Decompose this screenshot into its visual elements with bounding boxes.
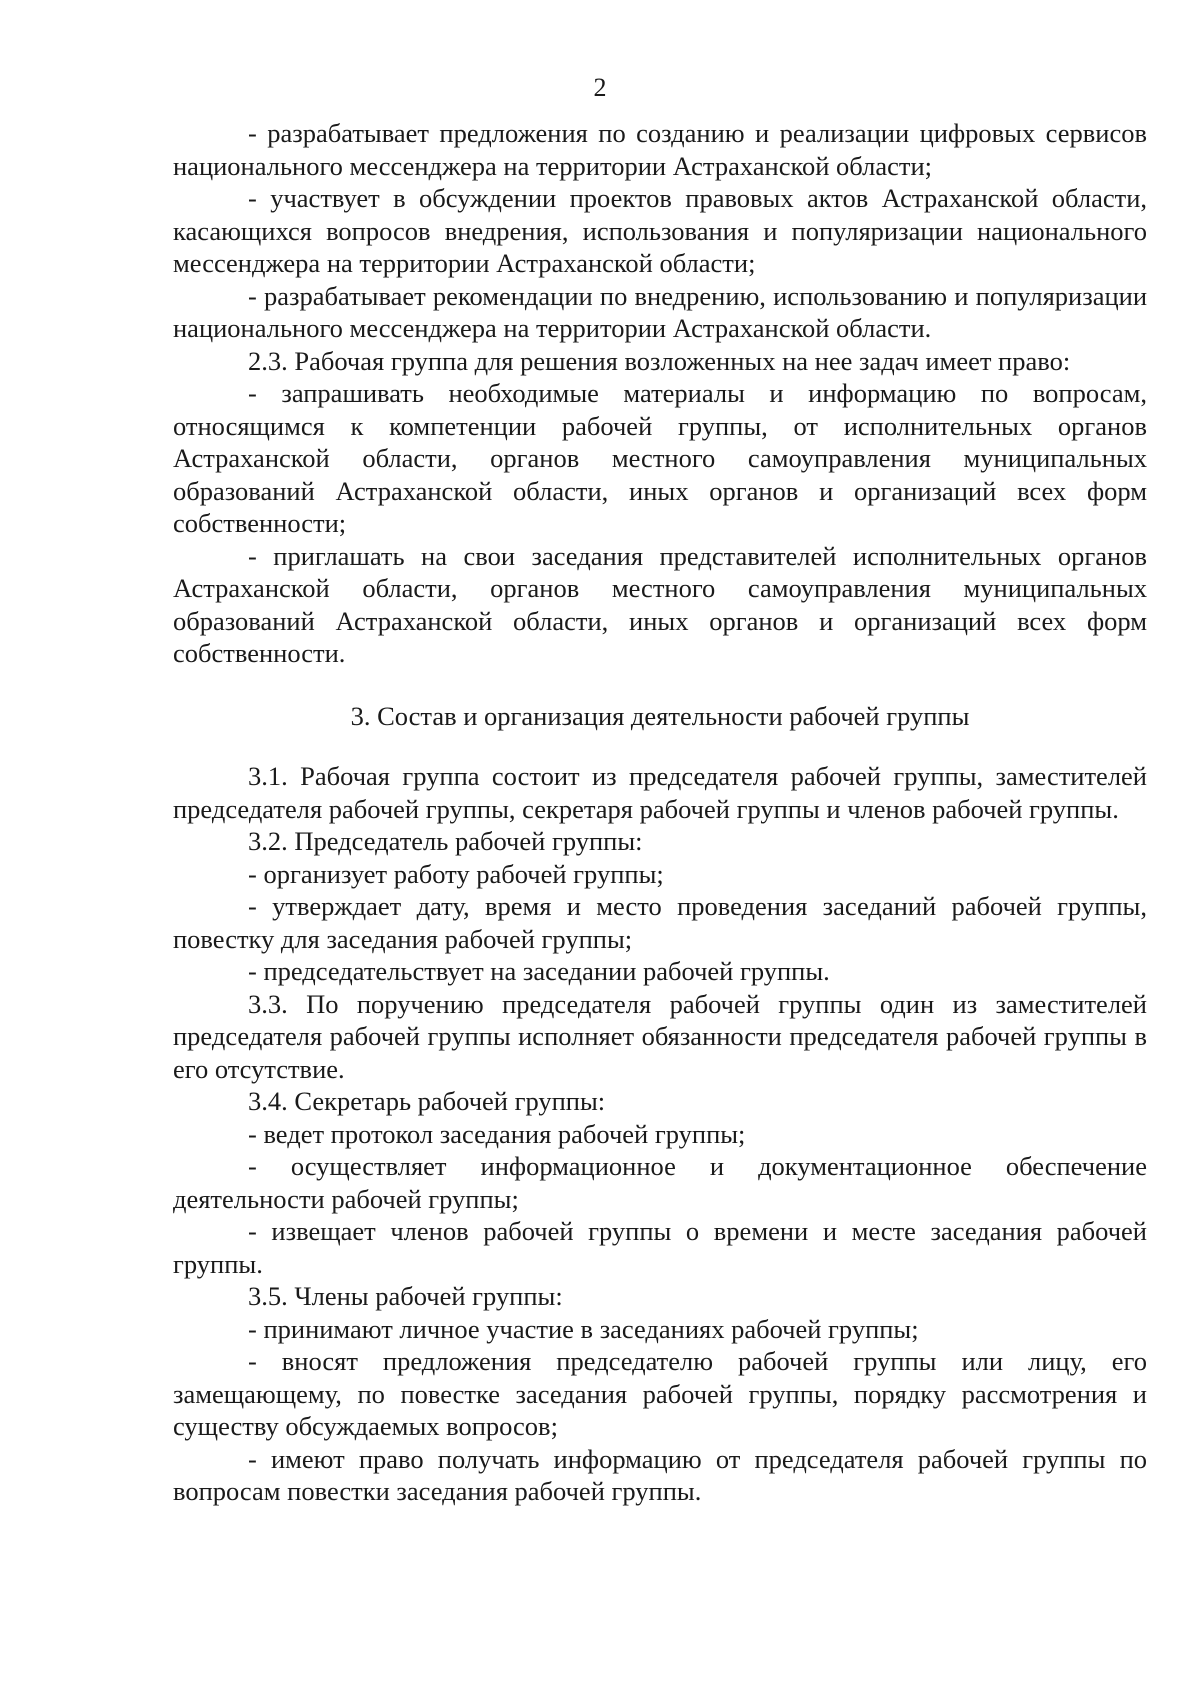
paragraph-3-3-deputy: 3.3. По поручению председателя рабочей группы один из заместителей председателя рабочей группы исполняет обязанности председателя рабочей группы в его отсутствие. (173, 988, 1147, 1084)
paragraph-2-3-rights: 2.3. Рабочая группа для решения возложенных на нее задач имеет право: (248, 345, 1071, 376)
paragraph-provides-support: - осуществляет информационное и документационное обеспечение деятельности рабочей группы; (173, 1151, 1147, 1214)
document-body (173, 117, 1147, 1508)
paragraph-right-to-information: - имеют право получать информацию от председателя рабочей группы по вопросам повестки заседания рабочей группы. (173, 1443, 1147, 1506)
paragraph-3-4-secretary: 3.4. Секретарь рабочей группы: (248, 1086, 606, 1116)
paragraph-request-materials: - запрашивать необходимые материалы и информацию по вопросам, относящимся к компетенции рабочей группы, от исполнительных органов Астраханской области, органов местного самоуправления муниципальных образований Астраханской области, иных органов и организаций всех форм собственности; (173, 378, 1147, 538)
paragraph-3-1-composition: 3.1. Рабочая группа состоит из председателя рабочей группы, заместителей председателя рабочей группы, секретаря рабочей группы и членов рабочей группы. (173, 761, 1147, 824)
paragraph-develops-recommendations: - разрабатывает рекомендации по внедрению, использованию и популяризации национального мессенджера на территории Астраханской области. (173, 280, 1147, 343)
paragraph-develops-proposals: - разрабатывает предложения по созданию и реализации цифровых сервисов национального мессенджера на территории Астраханской области; (173, 118, 1147, 181)
page-number: 2 (593, 73, 607, 102)
paragraph-3-5-members: 3.5. Члены рабочей группы: (248, 1281, 563, 1311)
paragraph-keeps-minutes: - ведет протокол заседания рабочей группы; (248, 1118, 746, 1149)
paragraph-approves-date: - утверждает дату, время и место проведения заседаний рабочей группы, повестку для заседания рабочей группы; (173, 891, 1147, 954)
section-3-heading: 3. Состав и организация деятельности рабочей группы (350, 700, 970, 731)
paragraph-3-2-chairman: 3.2. Председатель рабочей группы: (248, 826, 643, 856)
paragraph-personal-participation: - принимают личное участие в заседаниях рабочей группы; (248, 1313, 919, 1344)
paragraph-presides: - председательствует на заседании рабочей группы. (248, 956, 830, 986)
paragraph-participates-discussion: - участвует в обсуждении проектов правовых актов Астраханской области, касающихся вопросов внедрения, использования и популяризации национального мессенджера на территории Астраханской области; (173, 183, 1147, 278)
paragraph-organizes-work: - организует работу рабочей группы; (248, 858, 664, 889)
paragraph-make-proposals: - вносят предложения председателю рабочей группы или лицу, его замещающему, по повестке заседания рабочей группы, порядку рассмотрения и существу обсуждаемых вопросов; (173, 1346, 1147, 1441)
paragraph-invite-representatives: - приглашать на свои заседания представителей исполнительных органов Астраханской области, органов местного самоуправления муниципальных образований Астраханской области, иных органов и организаций всех форм собственности. (173, 540, 1147, 668)
paragraph-notifies-members: - извещает членов рабочей группы о времени и месте заседания рабочей группы. (173, 1216, 1147, 1279)
